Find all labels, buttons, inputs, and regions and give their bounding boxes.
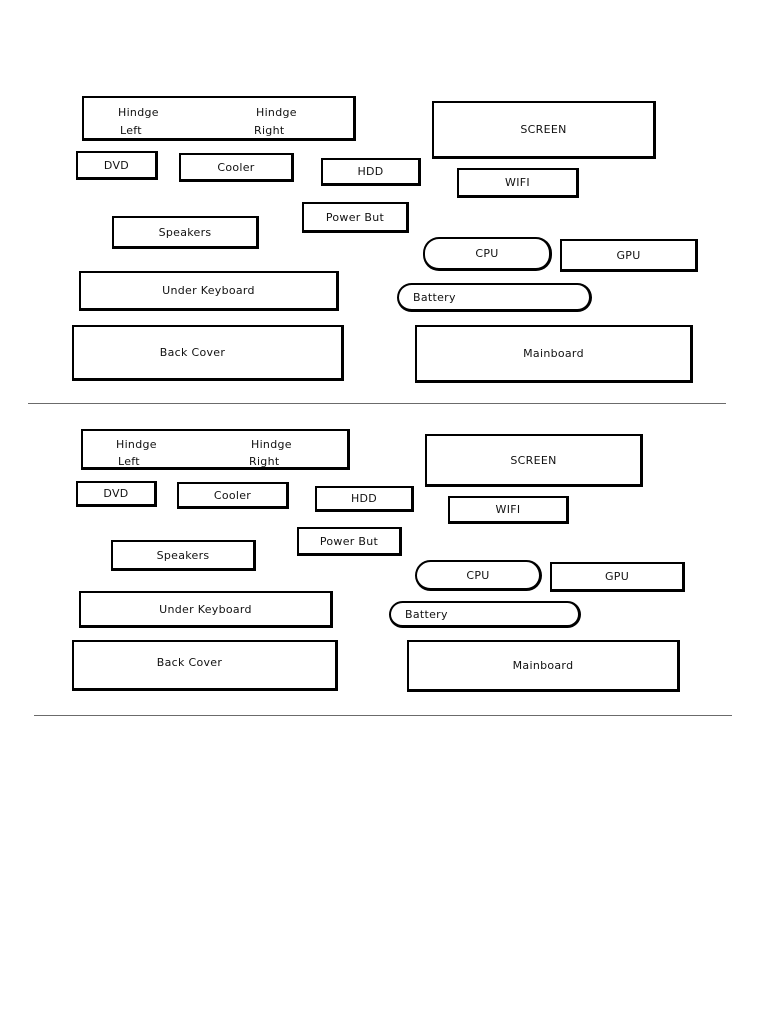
hinge-box (82, 96, 356, 141)
cooler-box: Cooler (177, 482, 289, 509)
speakers-box: Speakers (112, 216, 259, 249)
hinge-right-top-label: Hindge (251, 438, 292, 451)
dvd-box: DVD (76, 151, 158, 180)
under-keyboard-box: Under Keyboard (79, 591, 333, 628)
hinge-left-bottom-label: Left (118, 455, 140, 468)
dvd-box: DVD (76, 481, 157, 507)
hinge-box (81, 429, 350, 470)
battery-box: Battery (389, 601, 581, 628)
screen-box: SCREEN (425, 434, 643, 487)
mainboard-box: Mainboard (415, 325, 693, 383)
battery-box: Battery (397, 283, 592, 312)
hinge-right-bottom-label: Right (254, 124, 285, 137)
screen-box: SCREEN (432, 101, 656, 159)
diagram-top (0, 90, 768, 420)
under-keyboard-box: Under Keyboard (79, 271, 339, 311)
mainboard-box: Mainboard (407, 640, 680, 692)
speakers-box: Speakers (111, 540, 256, 571)
hinge-left-top-label: Hindge (116, 438, 157, 451)
back-cover-box: Back Cover (72, 640, 338, 691)
gpu-box: GPU (560, 239, 698, 272)
divider-bottom (34, 715, 732, 716)
hdd-box: HDD (315, 486, 414, 512)
cpu-box: CPU (415, 560, 542, 591)
back-cover-box: Back Cover (72, 325, 344, 381)
hinge-right-top-label: Hindge (256, 106, 297, 119)
hinge-right-bottom-label: Right (249, 455, 280, 468)
diagram-bottom (0, 422, 768, 752)
hinge-left-top-label: Hindge (118, 106, 159, 119)
cpu-box: CPU (423, 237, 552, 271)
hdd-box: HDD (321, 158, 421, 186)
wifi-box: WIFI (448, 496, 569, 524)
wifi-box: WIFI (457, 168, 579, 198)
power-button-box: Power But (297, 527, 402, 556)
power-button-box: Power But (302, 202, 409, 233)
cooler-box: Cooler (179, 153, 294, 182)
divider-top (28, 403, 726, 404)
gpu-box: GPU (550, 562, 685, 592)
hinge-left-bottom-label: Left (120, 124, 142, 137)
